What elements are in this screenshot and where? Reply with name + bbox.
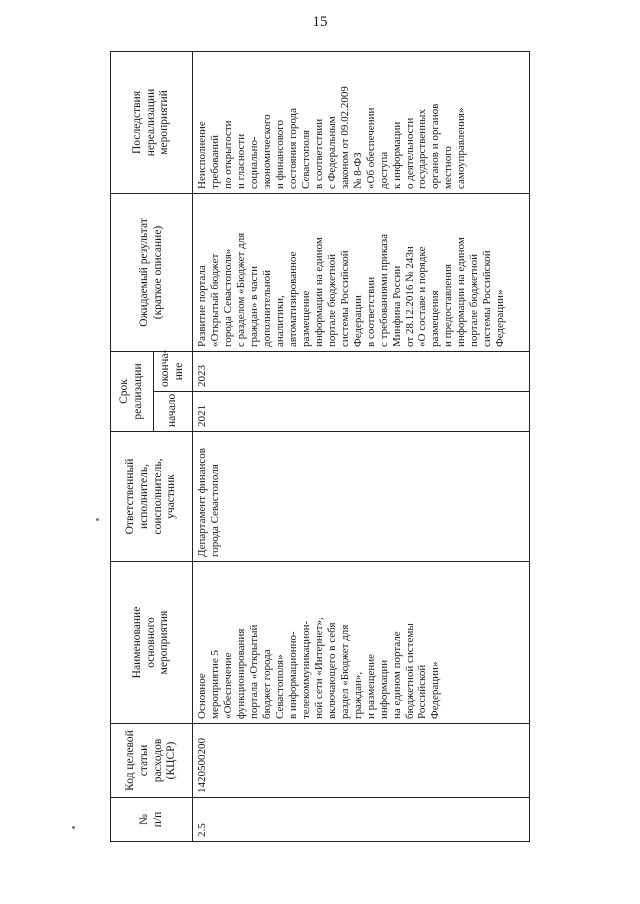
header-period: Срок реализации <box>111 352 154 432</box>
scan-speck <box>96 518 99 521</box>
program-measures-table <box>110 51 530 842</box>
table-row <box>193 52 530 842</box>
table-header-row <box>111 52 154 842</box>
cell-responsible: Департамент финансов города Севастополя <box>193 432 530 562</box>
header-consequences: Последствия нереализации мероприятий <box>111 52 193 194</box>
header-start: начало <box>154 392 193 432</box>
landscape-sheet <box>110 52 570 842</box>
cell-end: 2023 <box>193 352 530 392</box>
header-code: Код целевой статьи расходов (КЦСР) <box>111 724 193 798</box>
header-name: Наименование основного мероприятия <box>111 562 193 724</box>
cell-consequences: Неисполнение требований по открытости и гласности социально- экономического и финансового состояния города Севастополя в соответствии с Федеральным законом от 09.02.2009 № 8-ФЗ «Об обеспечении доступа к информации о деятельности государственных органов и органов местного самоуправления» <box>193 52 530 194</box>
cell-code: 1420500200 <box>193 724 530 798</box>
header-result: Ожидаемый результат (краткое описание) <box>111 194 193 352</box>
header-num: № п/п <box>111 798 193 842</box>
header-end: оконча- ние <box>154 352 193 392</box>
page-number: 15 <box>312 14 328 30</box>
cell-result: Развитие портала «Открытый бюджет города Севастополя» с разделом «Бюджет для граждан» в части дополнительной аналитики, автоматизированное размещение информации на едином портале бюджетной системы Российской Федерации в соответствии с требованиями приказа Минфина России от 28.12.2016 № 243н «О составе и порядке размещения и предоставления информации на едином портале бюджетной системы Российской Федерации» <box>193 194 530 352</box>
cell-num: 2.5 <box>193 798 530 842</box>
rotated-table-region <box>110 52 570 842</box>
header-responsible: Ответственный исполнитель, соисполнитель, участник <box>111 432 193 562</box>
cell-name: Основное мероприятие 5 «Обеспечение функционирования портала «Открытый бюджет города Севастополя» в информационно- телекоммуникацион- ной сети «Интернет», включающего в себя раздел «Бюджет для граждан», и размещение информации на едином портале бюджетной системы Российской Федерации» <box>193 562 530 724</box>
cell-start: 2021 <box>193 392 530 432</box>
scan-speck <box>72 826 75 829</box>
